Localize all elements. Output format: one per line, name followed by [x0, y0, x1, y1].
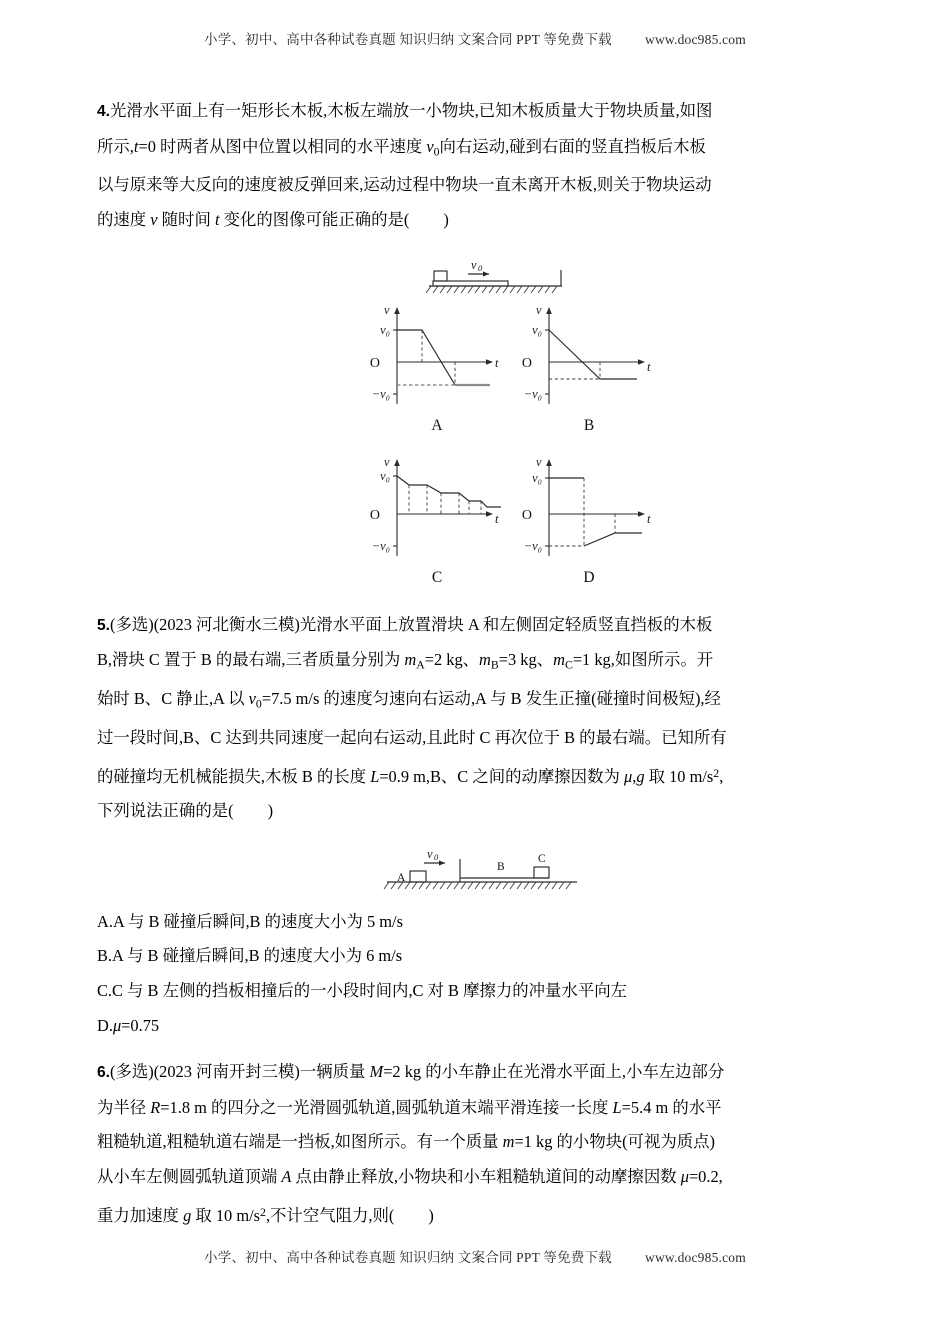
block: [434, 271, 447, 281]
q6-l2-c: =5.4 m 的水平: [621, 1097, 722, 1117]
q4-graphs-ab: [97, 300, 859, 440]
q4-l4-t: t: [214, 210, 220, 230]
page-content: [97, 94, 859, 1233]
q5-velocity-arrow-head: [439, 860, 445, 865]
q5-label-c: C: [538, 852, 546, 865]
q4-l2-v-sub: 0: [433, 143, 440, 158]
panel-c-y-label: v: [384, 454, 390, 469]
q5-l3-b: =7.5 m/s 的速度匀速向右运动,A 与 B 发生正撞(碰撞时间极短),经: [261, 689, 721, 709]
q6-l2-R: R: [150, 1097, 161, 1117]
q6-l5-g: g: [183, 1205, 192, 1225]
q5-l5-L: L: [370, 766, 380, 786]
question-5-number: 5.: [97, 616, 111, 634]
graph-panel-a: [370, 303, 499, 434]
q5-l3-a: 始时 B、C 静止,A 以: [97, 689, 249, 709]
question-6-line-2: [97, 1091, 859, 1126]
q4-l2-v: v: [426, 136, 434, 156]
question-5-line-2: [97, 643, 859, 682]
question-5: [97, 608, 859, 1043]
q6-l1-b: =2 kg 的小车静止在光滑水平面上,小车左边部分: [383, 1062, 725, 1082]
graph-panel-d: [522, 455, 651, 586]
q6-l5-sup: 2: [260, 1204, 266, 1219]
question-6-tag: (多选)(2023 河南开封三模): [110, 1062, 300, 1082]
q5-mB-sub: B: [490, 657, 499, 672]
q4-velocity-label-sub: 0: [478, 262, 483, 273]
q5-mA-sub: A: [416, 657, 425, 672]
question-6-line-4: [97, 1160, 859, 1195]
q5-l5-mu: μ: [623, 766, 633, 786]
q5-label-a: A: [397, 871, 406, 884]
question-6-number: 6.: [97, 1064, 111, 1082]
q6-l4-b: 点由静止释放,小物块和小车粗糙轨道间的动摩擦因数: [291, 1166, 681, 1186]
question-6-line-3: [97, 1125, 859, 1160]
q4-l3: 以与原来等大反向的速度被反弹回来,运动过程中物块一直未离开木板,则关于物块运动: [97, 175, 712, 195]
question-5-option-a[interactable]: [97, 905, 859, 940]
panel-a-x-arrow: [486, 359, 493, 365]
q5-l2-a: B,滑块 C 置于 B 的最右端,三者质量分别为: [97, 650, 405, 670]
q6-l5-b: 取 10 m/s: [191, 1205, 261, 1225]
running-footer-site: www.doc985.com: [645, 1250, 746, 1265]
panel-b-x-label: t: [647, 359, 651, 374]
question-4-graphs-row-1: [97, 300, 859, 440]
q6-l5-c: ,不计空气阻力,则(: [265, 1205, 395, 1225]
q4-velocity-label: v: [471, 257, 477, 272]
question-4-line-4: [97, 203, 859, 238]
q5-l5-d: 取 10 m/s: [644, 766, 714, 786]
panel-a-x-label: t: [495, 355, 499, 370]
running-footer: [0, 1246, 950, 1266]
q6-l5-a: 重力加速度: [97, 1205, 184, 1225]
q6-l3-a: 粗糙轨道,粗糙轨道右端是一挡板,如图所示。有一个质量: [97, 1132, 503, 1152]
q5-mC-sub: C: [564, 657, 573, 672]
q5-mB-val: =3 kg、: [498, 650, 554, 670]
panel-b-x-arrow: [638, 359, 645, 365]
q5-block-a: [410, 871, 426, 882]
panel-b-y-arrow: [546, 307, 552, 314]
running-header-site: www.doc985.com: [645, 32, 746, 47]
q6-l4-mu: μ: [680, 1166, 689, 1186]
q4-l2-a: 所示,: [97, 136, 134, 156]
q5-opt-d-mu: μ: [112, 1015, 122, 1035]
q5-opt-c-text: C 与 B 左侧的挡板相撞后的一小段时间内,C 对 B 摩擦力的冲量水平向左: [112, 980, 627, 1000]
question-5-line-5: [97, 756, 859, 795]
q5-l6: 下列说法正确的是(: [97, 801, 234, 821]
panel-a-curve-main: [397, 330, 455, 385]
panel-d-ytop-label: v₀: [532, 470, 542, 485]
q6-l4-c: =0.2,: [688, 1166, 723, 1186]
q5-setup-svg: [97, 837, 859, 897]
question-5-option-d[interactable]: [97, 1009, 859, 1044]
q5-ground-hatching: [384, 882, 571, 889]
question-4-line-3: [97, 168, 859, 203]
q5-opt-a-letter: A.: [97, 911, 113, 931]
question-5-line-3: [97, 682, 859, 721]
q4-l2-t: t: [133, 136, 139, 156]
panel-c-ybottom-label: −v₀: [371, 538, 390, 553]
q4-l4-b: 随时间: [157, 210, 215, 230]
question-4-graphs-row-2: [97, 452, 859, 592]
question-6-line-1: [97, 1055, 859, 1091]
panel-b-curve: [549, 330, 637, 379]
q5-velocity-label: v: [427, 846, 433, 861]
question-5-option-c[interactable]: [97, 974, 859, 1009]
panel-a-ytop-label: v₀: [380, 322, 390, 337]
q5-l6-close: ): [267, 801, 274, 821]
panel-c-curve: [397, 476, 501, 507]
q6-l1-M: M: [369, 1062, 384, 1082]
q4-graphs-cd: [97, 452, 859, 592]
running-header: [0, 28, 950, 48]
q5-mC: m: [553, 650, 565, 670]
panel-b-ybottom-label: −v₀: [523, 386, 542, 401]
q4-l4-close: ): [443, 210, 449, 230]
question-4-line-2: [97, 130, 859, 169]
q5-mA-val: =2 kg、: [424, 650, 480, 670]
panel-b-y-label: v: [536, 302, 542, 317]
panel-a-y-arrow: [394, 307, 400, 314]
q6-l5-close: ): [428, 1205, 434, 1225]
panel-b-letter: B: [583, 416, 595, 434]
question-5-line-1: [97, 608, 859, 644]
question-4-setup-figure: [97, 244, 859, 300]
q5-mA: m: [404, 650, 417, 670]
question-5-line-6: [97, 794, 859, 829]
panel-d-curve: [584, 533, 642, 546]
q5-velocity-label-sub: 0: [434, 851, 439, 862]
q5-opt-b-text: A 与 B 碰撞后瞬间,B 的速度大小为 6 m/s: [112, 946, 403, 966]
question-4-number: 4.: [97, 103, 111, 120]
q5-l4: 过一段时间,B、C 达到共同速度一起向右运动,且此时 C 再次位于 B 的最右端。已知所有: [97, 728, 727, 748]
panel-c-y-arrow: [394, 459, 400, 466]
panel-a-origin-label: O: [369, 355, 380, 371]
q6-l4-A: A: [281, 1166, 292, 1186]
board: [433, 281, 508, 286]
panel-c-letter: C: [431, 568, 443, 586]
question-4-line-1: [97, 94, 859, 130]
q5-opt-c-letter: C.: [97, 980, 113, 1000]
question-5-tag: (多选)(2023 河北衡水三模): [110, 614, 300, 634]
q5-opt-a-text: A 与 B 碰撞后瞬间,B 的速度大小为 5 m/s: [112, 911, 403, 931]
question-5-option-b[interactable]: [97, 939, 859, 974]
question-4: [97, 94, 859, 592]
panel-c-x-label: t: [495, 511, 499, 526]
q5-mC-val: =1 kg,如图所示。开: [572, 650, 714, 670]
q5-l5-g: g: [636, 766, 645, 786]
q5-l5-e: ,: [719, 766, 724, 786]
panel-d-ybottom-label: −v₀: [523, 538, 542, 553]
q6-l3-m: m: [502, 1132, 515, 1152]
q6-l3-b: =1 kg 的小物块(可视为质点): [514, 1132, 715, 1152]
panel-b-ytop-label: v₀: [532, 322, 542, 337]
question-5-setup-figure: [97, 837, 859, 897]
panel-a-y-label: v: [384, 302, 390, 317]
q6-l2-b: =1.8 m 的四分之一光滑圆弧轨道,圆弧轨道末端平滑连接一长度: [160, 1097, 613, 1117]
panel-d-origin-label: O: [521, 507, 532, 523]
panel-a-letter: A: [431, 416, 443, 434]
q6-l1-a: 一辆质量: [299, 1062, 370, 1082]
q5-l5-b: =0.9 m,B、C 之间的动摩擦因数为: [379, 766, 624, 786]
panel-d-y-arrow: [546, 459, 552, 466]
question-6-line-5: [97, 1195, 859, 1234]
panel-c-x-arrow: [486, 511, 493, 517]
q5-block-c: [534, 867, 549, 878]
q5-mB: m: [479, 650, 491, 670]
question-6: [97, 1055, 859, 1233]
q5-l5-sup: 2: [713, 765, 720, 780]
q5-opt-b-letter: B.: [97, 946, 113, 966]
q6-l2-a: 为半径: [97, 1097, 151, 1117]
q4-l4-v: v: [150, 210, 158, 230]
panel-d-x-arrow: [638, 511, 645, 517]
q4-l4-c: 变化的图像可能正确的是(: [219, 210, 410, 230]
running-footer-text: 小学、初中、高中各种试卷真题 知识归纳 文案合同 PPT 等免费下载: [204, 1250, 612, 1265]
graph-panel-c: [370, 455, 501, 586]
question-5-text-1: 光滑水平面上放置滑块 A 和左侧固定轻质竖直挡板的木板: [299, 614, 713, 634]
question-4-text-1: 光滑水平面上有一矩形长木板,木板左端放一小物块,已知木板质量大于物块质量,如图: [110, 101, 713, 120]
q6-l2-L: L: [612, 1097, 622, 1117]
panel-b-origin-label: O: [521, 355, 532, 371]
panel-c-ytop-label: v₀: [380, 468, 390, 483]
running-header-text: 小学、初中、高中各种试卷真题 知识归纳 文案合同 PPT 等免费下载: [204, 32, 612, 47]
q6-l4-a: 从小车左侧圆弧轨道顶端: [97, 1166, 282, 1186]
q4-l2-c: 向右运动,碰到右面的竖直挡板后木板: [439, 136, 706, 156]
panel-a-ybottom-label: −v₀: [371, 386, 390, 401]
q5-l5-c: ,: [632, 766, 637, 786]
panel-d-y-label: v: [536, 454, 542, 469]
panel-c-origin-label: O: [369, 507, 380, 523]
panel-d-letter: D: [583, 568, 595, 586]
q4-l4-a: 的速度: [97, 210, 151, 230]
q4-l2-b: =0 时两者从图中位置以相同的水平速度: [138, 136, 427, 156]
q5-l3-v: v: [248, 689, 256, 709]
question-5-line-4: [97, 721, 859, 756]
ground-hatching: [426, 286, 557, 293]
q5-opt-d-text: =0.75: [121, 1015, 160, 1035]
q5-l3-v-sub: 0: [255, 696, 262, 711]
q5-opt-d-letter: D.: [97, 1015, 113, 1035]
graph-panel-b: [522, 303, 651, 434]
q4-setup-svg: [97, 244, 859, 300]
q5-l5-a: 的碰撞均无机械能损失,木板 B 的长度: [97, 766, 371, 786]
panel-d-x-label: t: [647, 511, 651, 526]
velocity-arrow-head: [483, 271, 489, 276]
q5-label-b: B: [497, 860, 505, 873]
